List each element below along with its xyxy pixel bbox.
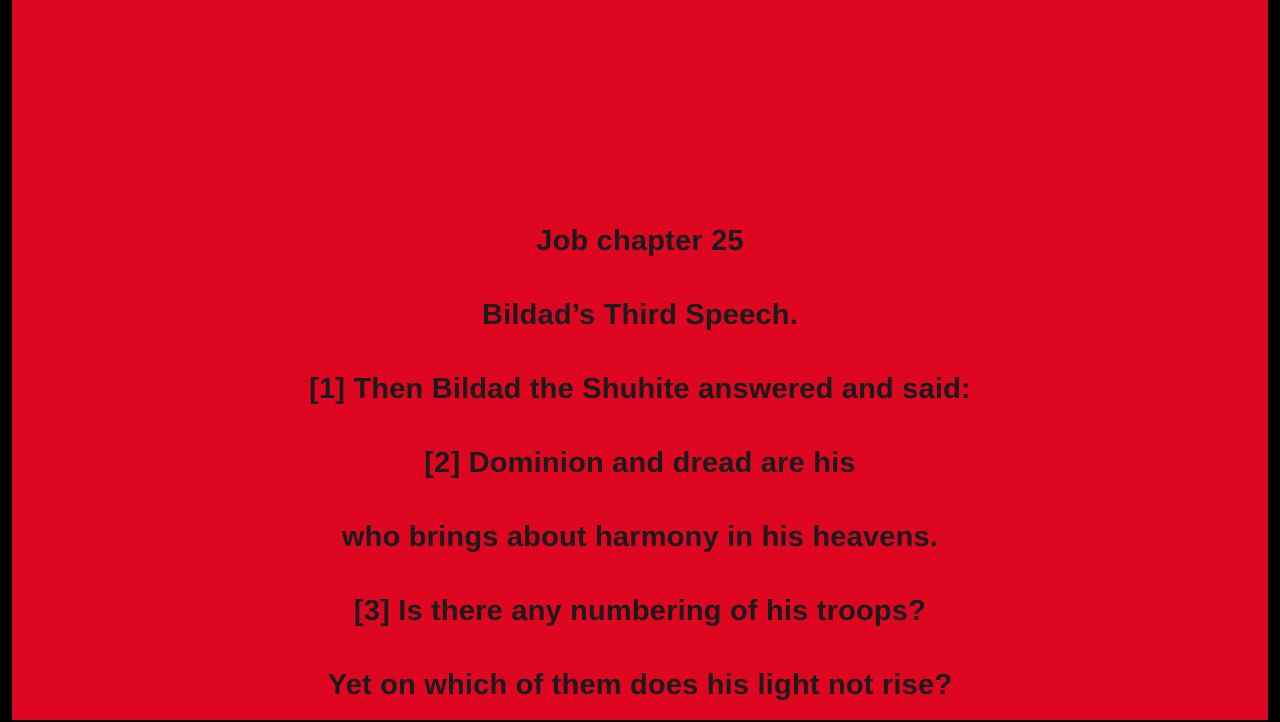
slide-title: Job chapter 25 — [536, 225, 744, 257]
verse-line-3: who brings about harmony in his heavens. — [341, 521, 939, 553]
slide-subtitle: Bildad’s Third Speech. — [482, 299, 798, 331]
verse-line-4: [3] Is there any numbering of his troops? — [353, 595, 927, 627]
scripture-text-block — [12, 204, 1268, 722]
verse-line-2: [2] Dominion and dread are his — [424, 447, 856, 479]
verse-line-1: [1] Then Bildad the Shuhite answered and said: — [309, 373, 971, 405]
scripture-slide — [12, 0, 1268, 720]
verse-line-5: Yet on which of them does his light not rise? — [327, 669, 953, 701]
